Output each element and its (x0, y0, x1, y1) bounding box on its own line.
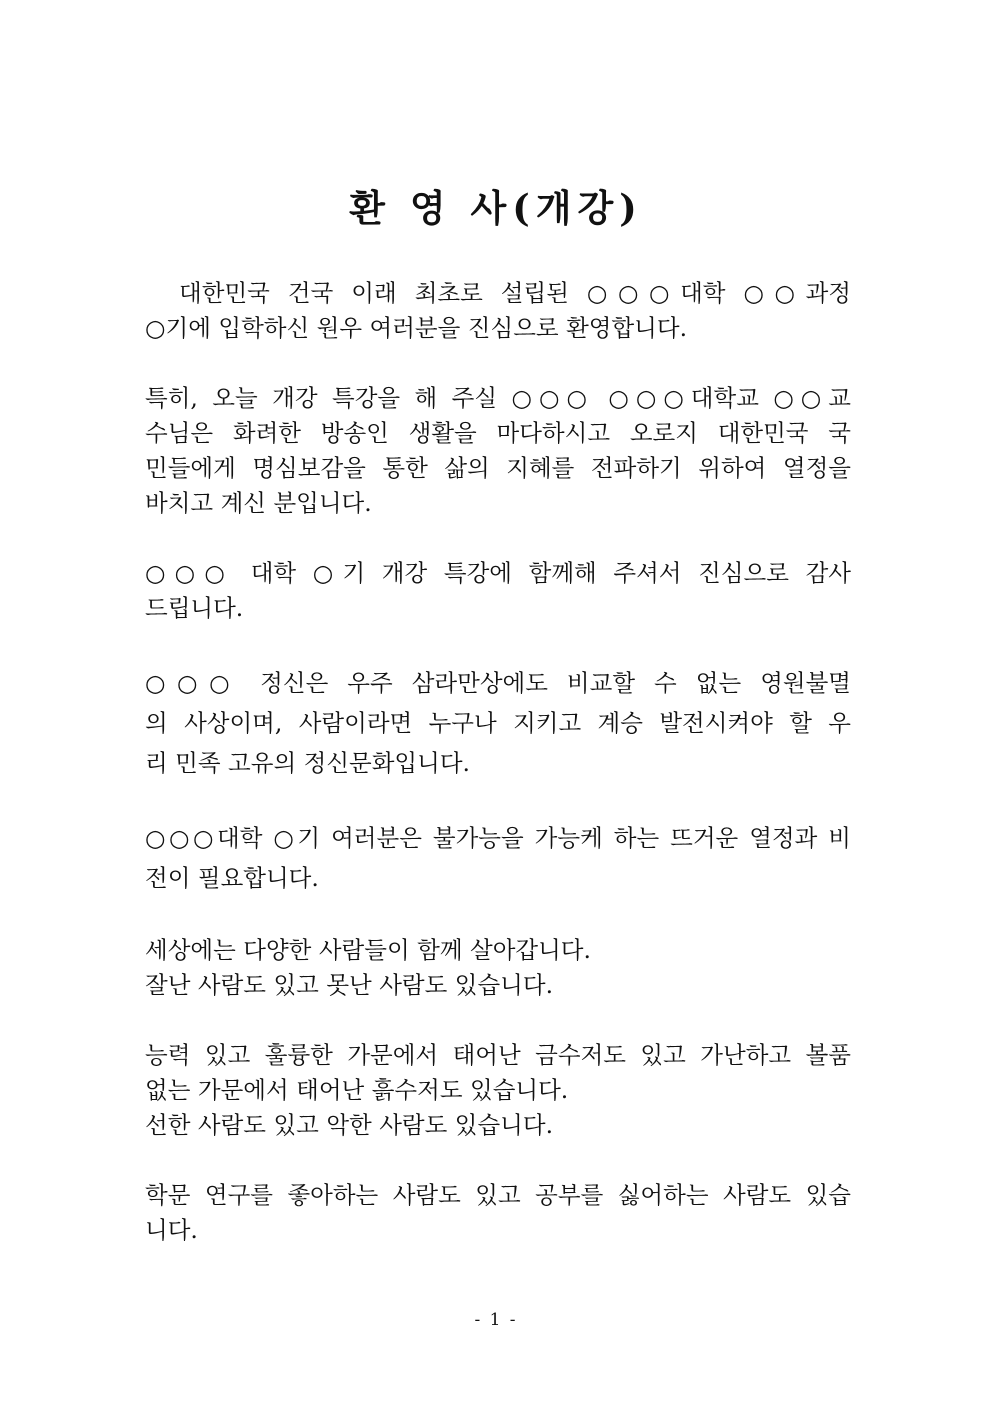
paragraph-line: 대한민국 건국 이래 최초로 설립된 ○○○대학 ○○과정 (145, 279, 851, 307)
paragraph-line: 선한 사람도 있고 악한 사람도 있습니다. (145, 1111, 554, 1139)
paragraph-line: 바치고 계신 분입니다. (145, 489, 372, 517)
document-title: 환 영 사(개강) (349, 185, 643, 230)
paragraph-lecturer (145, 381, 851, 521)
paragraph-line: 특히, 오늘 개강 특강을 해 주실 ○○○ ○○○대학교 ○○교 (145, 384, 851, 412)
paragraph-line: 없는 가문에서 태어난 흙수저도 있습니다. (145, 1076, 569, 1104)
paragraph-line: 리 민족 고유의 정신문화입니다. (145, 749, 470, 777)
paragraph-line: 잘난 사람도 있고 못난 사람도 있습니다. (145, 971, 554, 999)
paragraph-line: ○기에 입학하신 원우 여러분을 진심으로 환영합니다. (145, 314, 688, 342)
document-body (145, 276, 851, 1248)
paragraph-line: 민들에게 명심보감을 통한 삶의 지혜를 전파하기 위하여 열정을 (145, 454, 851, 482)
paragraph-line: 니다. (145, 1216, 198, 1244)
paragraph-passion (145, 818, 851, 898)
paragraph-line: 세상에는 다양한 사람들이 함께 살아갑니다. (145, 936, 591, 964)
paragraph-line: ○○○ 대학 ○기 개강 특강에 함께해 주셔서 진심으로 감사 (145, 559, 851, 587)
page-number: - 1 - (474, 1310, 518, 1330)
paragraph-line: 능력 있고 훌륭한 가문에서 태어난 금수저도 있고 가난하고 볼품 (145, 1041, 851, 1069)
paragraph-line: 의 사상이며, 사람이라면 누구나 지키고 계승 발전시켜야 할 우 (145, 709, 851, 737)
paragraph-line: 수님은 화려한 방송인 생활을 마다하시고 오로지 대한민국 국 (145, 419, 851, 447)
paragraph-spoons (145, 1038, 851, 1143)
paragraph-line: ○○○대학 ○기 여러분은 불가능을 가능케 하는 뜨거운 열정과 비 (145, 824, 851, 852)
paragraph-line: 드립니다. (145, 594, 244, 622)
paragraph-line: 학문 연구를 좋아하는 사람도 있고 공부를 싫어하는 사람도 있습 (145, 1181, 851, 1209)
paragraph-line: ○○○ 정신은 우주 삼라만상에도 비교할 수 없는 영원불멸 (145, 669, 851, 697)
paragraph-world (145, 933, 851, 1003)
paragraph-welcome (145, 276, 851, 346)
paragraph-spirit (145, 663, 851, 783)
paragraph-study (145, 1178, 851, 1248)
paragraph-line: 전이 필요합니다. (145, 864, 319, 892)
paragraph-thanks (145, 556, 851, 626)
